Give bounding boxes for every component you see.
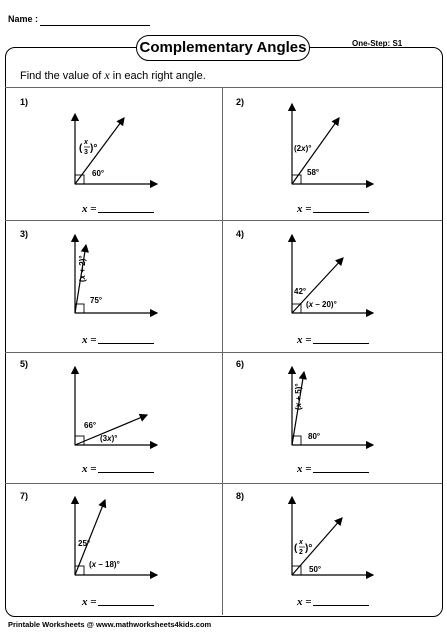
angle-diagram-4 (292, 235, 373, 313)
angle-diagram-1 (75, 114, 157, 184)
svg-text:(x + 5)°: (x + 5)° (294, 383, 303, 410)
svg-text:)°: )° (90, 143, 98, 154)
answer-input-line[interactable] (313, 212, 369, 213)
angle-diagram-8 (292, 497, 373, 575)
answer-label: x = (82, 203, 97, 215)
svg-text:(3x)°: (3x)° (100, 434, 118, 443)
problem-number: 5) (20, 359, 29, 369)
svg-text:)°: )° (305, 543, 313, 554)
answer-label: x = (82, 463, 97, 475)
answer-input-line[interactable] (313, 605, 369, 606)
answer-label: x = (297, 596, 312, 608)
svg-text:25°: 25° (78, 539, 91, 548)
svg-text:75°: 75° (90, 296, 103, 305)
svg-text:60°: 60° (92, 169, 105, 178)
problem-number: 1) (20, 97, 29, 107)
angle-diagram-5 (75, 367, 157, 445)
answer-label: x = (82, 334, 97, 346)
name-label: Name : (8, 14, 39, 24)
angle-diagram-2 (292, 104, 373, 184)
answer-label: x = (297, 203, 312, 215)
svg-text:(x – 20)°: (x – 20)° (306, 300, 337, 309)
instruction-variable: x (104, 68, 110, 82)
worksheet-title: Complementary Angles (136, 35, 310, 61)
level-label: One-Step: S1 (352, 39, 403, 48)
svg-text:(: ( (294, 543, 298, 554)
angle-diagram-6 (292, 367, 373, 445)
svg-text:66°: 66° (84, 421, 97, 430)
svg-text:42°: 42° (294, 287, 307, 296)
answer-input-line[interactable] (313, 343, 369, 344)
problem-number: 4) (236, 229, 245, 239)
svg-text:(x + 2)°: (x + 2)° (78, 255, 87, 282)
answer-input-line[interactable] (98, 605, 154, 606)
footer-credit: Printable Worksheets @ www.mathworksheets4kids.com (8, 620, 212, 629)
problem-number: 7) (20, 491, 29, 501)
svg-text:58°: 58° (307, 168, 320, 177)
svg-text:50°: 50° (309, 565, 322, 574)
answer-input-line[interactable] (98, 343, 154, 344)
svg-text:2: 2 (299, 549, 303, 556)
svg-text:(x – 18)°: (x – 18)° (89, 560, 120, 569)
answer-label: x = (82, 596, 97, 608)
problem-number: 6) (236, 359, 245, 369)
svg-text:3: 3 (84, 149, 88, 156)
answer-input-line[interactable] (98, 212, 154, 213)
svg-text:x: x (299, 539, 303, 546)
instruction-before: Find the value of (20, 70, 102, 82)
problem-number: 2) (236, 97, 245, 107)
svg-text:80°: 80° (308, 432, 321, 441)
answer-label: x = (297, 463, 312, 475)
angle-diagram-7 (75, 497, 157, 575)
answer-label: x = (297, 334, 312, 346)
svg-text:(: ( (79, 143, 83, 154)
instruction-after: in each right angle. (112, 70, 206, 82)
svg-text:(2x)°: (2x)° (294, 144, 312, 153)
angle-diagram-3 (75, 235, 157, 313)
problem-number: 3) (20, 229, 29, 239)
svg-text:x: x (84, 139, 88, 146)
answer-input-line[interactable] (313, 472, 369, 473)
answer-input-line[interactable] (98, 472, 154, 473)
problem-number: 8) (236, 491, 245, 501)
